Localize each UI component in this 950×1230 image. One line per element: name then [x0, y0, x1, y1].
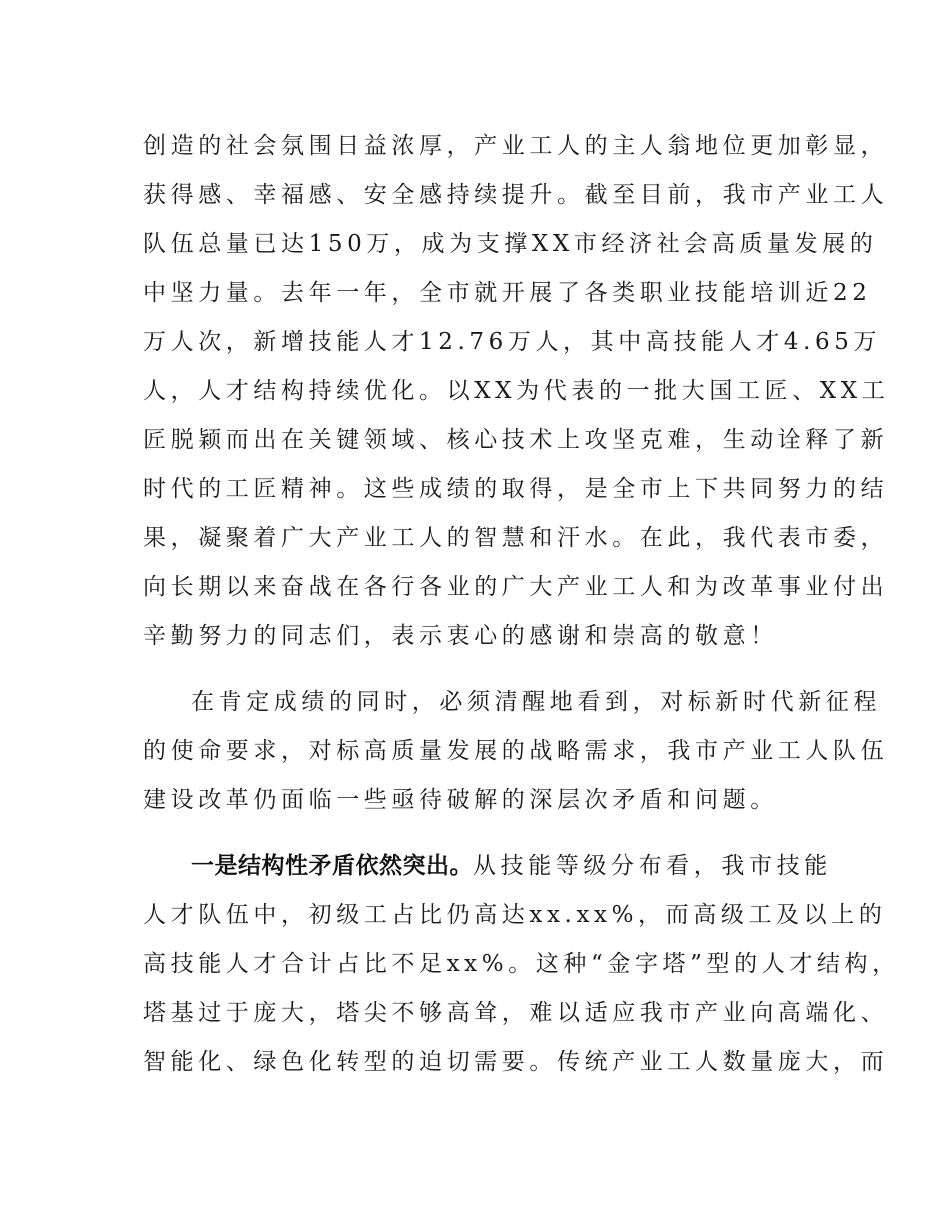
text-line: 果，凝聚着广大产业工人的智慧和汗水。在此，我代表市委，: [143, 525, 889, 551]
text-line: 时代的工匠精神。这些成绩的取得，是全市上下共同努力的结: [143, 476, 889, 502]
text-line: 获得感、幸福感、安全感持续提升。截至目前，我市产业工人: [143, 182, 889, 208]
text-line: 创造的社会氛围日益浓厚，产业工人的主人翁地位更加彰显，: [143, 133, 889, 159]
paragraph-achievements: [143, 122, 890, 661]
text-line: 高技能人才合计占比不足xx%。这种“金字塔”型的人才结构，: [143, 951, 900, 977]
text-line: 塔基过于庞大，塔尖不够高耸，难以适应我市产业向高端化、: [143, 1000, 889, 1026]
paragraph-structural-contradiction: [143, 842, 900, 1087]
text-line: 的使命要求，对标高质量发展的战略需求，我市产业工人队伍: [143, 738, 889, 764]
text-line: 智能化、绿色化转型的迫切需要。传统产业工人数量庞大，而: [143, 1049, 889, 1075]
text-line: 万人次，新增技能人才12.76万人，其中高技能人才4.65万: [143, 329, 882, 355]
text-line: 人，人才结构持续优化。以XX为代表的一批大国工匠、XX工: [143, 378, 890, 404]
document-page: [143, 122, 900, 1104]
paragraph-challenges: [143, 678, 889, 825]
text-line: 辛勤努力的同志们，表示衷心的感谢和崇高的敬意！: [143, 623, 778, 649]
text-line: 在肯定成绩的同时，必须清醒地看到，对标新时代新征程: [191, 689, 881, 715]
text-line: 人才队伍中，初级工占比仍高达xx.xx%，而高级工及以上的: [143, 902, 887, 928]
text-line: 向长期以来奋战在各行各业的广大产业工人和为改革事业付出: [143, 574, 889, 600]
text-line: 中坚力量。去年一年，全市就开展了各类职业技能培训近22: [143, 280, 872, 306]
text-run: 从技能等级分布看，我市技能: [473, 853, 832, 879]
text-line: 建设改革仍面临一些亟待破解的深层次矛盾和问题。: [143, 787, 778, 813]
text-line: 队伍总量已达150万，成为支撑XX市经济社会高质量发展的: [143, 231, 878, 257]
text-line: [143, 842, 832, 891]
bold-heading-lead: 一是结构性矛盾依然突出。: [191, 853, 473, 879]
text-line: 匠脱颖而出在关键领域、核心技术上攻坚克难，生动诠释了新: [143, 427, 889, 453]
